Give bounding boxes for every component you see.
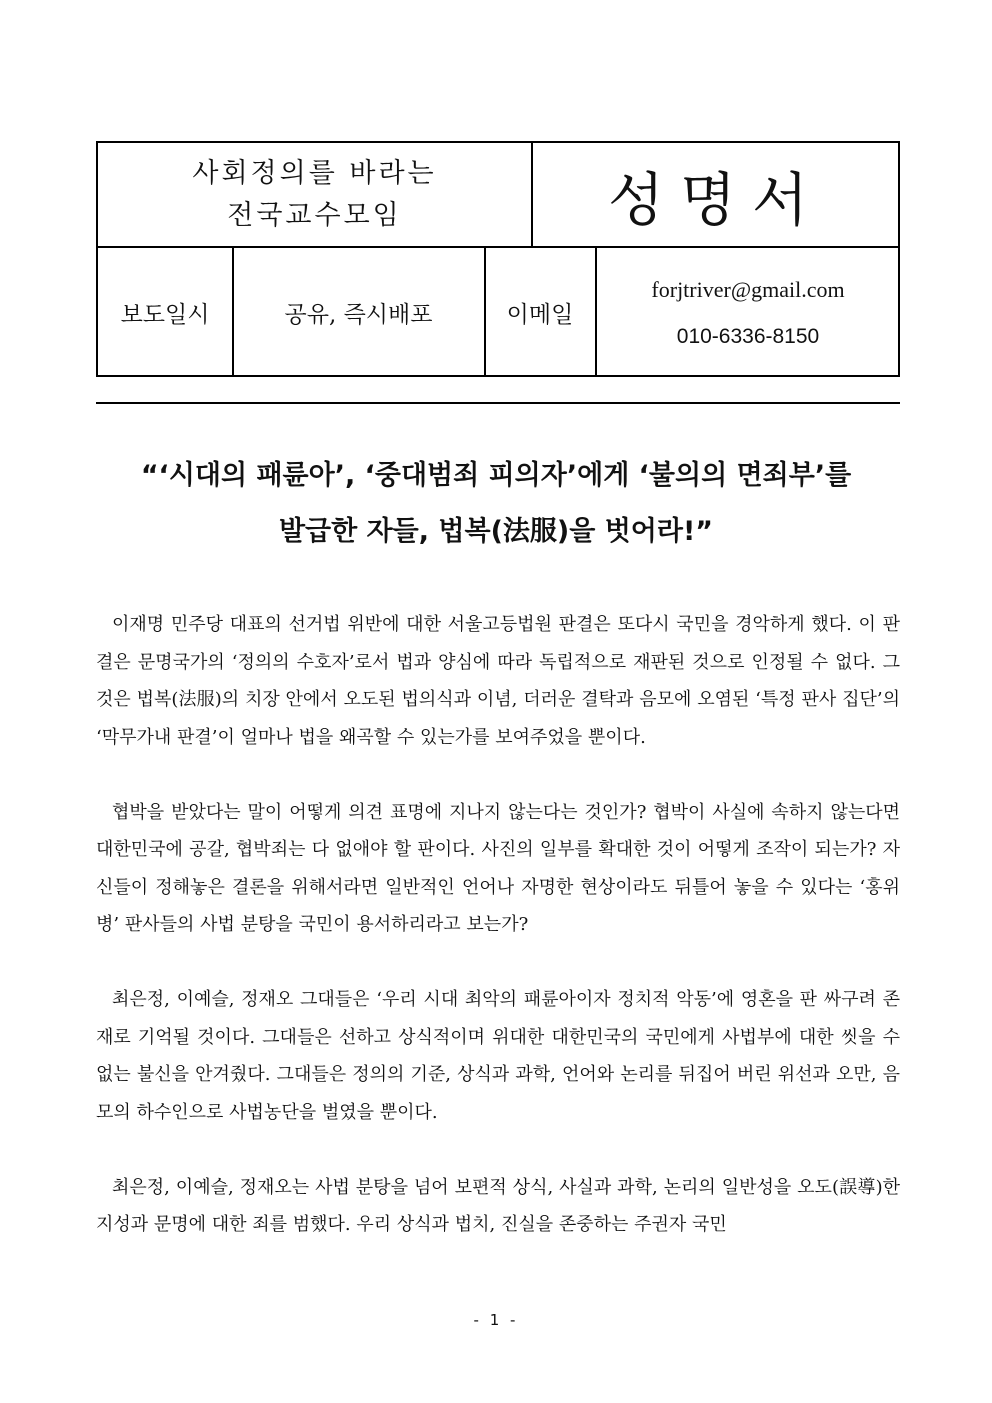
organization-line-2: 전국교수모임 <box>227 200 402 231</box>
paragraph: 최은정, 이예슬, 정재오는 사법 분탕을 넘어 보편적 상식, 사실과 과학, 논리의 일반성을 오도(誤導)한 지성과 문명에 대한 죄를 범했다. 우리 상식과 법치, 진실을 존중하는 주권자 국민 <box>96 1176 900 1235</box>
paragraph: 최은정, 이예슬, 정재오 그대들은 ‘우리 시대 최악의 패륜아이자 정치적 악동’에 영혼을 판 싸구려 존재로 기억될 것이다. 그대들은 선하고 상식적이며 위대한 대한민국의 국민에게 사법부에 대한 씻을 수 없는 불신을 안겨줬다. 그대들은 정의의 기준, 상식과 과학, 언어와 논리를 뒤집어 버린 위선과 오만, 음모의 하수인으로 사법농단을 벌였을 뿐이다. <box>96 989 900 1123</box>
paragraph: 이재명 민주당 대표의 선거법 위반에 대한 서울고등법원 판결은 또다시 국민을 경악하게 했다. 이 판결은 문명국가의 ‘정의의 수호자’로서 법과 양심에 따라 독립적으로 재판된 것으로 인정될 수 없다. 그것은 법복(法服)의 치장 안에서 오도된 법의식과 이념, 더러운 결탁과 음모에 오염된 ‘특정 판사 집단’의 ‘막무가내 판결’이 얼마나 법을 왜곡할 수 있는가를 보여주었을 뿐이다. <box>96 614 900 748</box>
organization-name <box>98 143 531 247</box>
contact-info <box>596 248 900 377</box>
release-value: 공유, 즉시배포 <box>284 302 433 328</box>
headline-line-2: 발급한 자들, 법복(法服)을 벗어라!” <box>278 516 714 547</box>
horizontal-rule <box>96 402 900 404</box>
document-title: 성명서 <box>607 166 825 234</box>
release-label: 보도일시 <box>120 302 210 328</box>
email-label: 이메일 <box>506 302 574 328</box>
headline <box>60 448 932 560</box>
header-table <box>96 141 900 377</box>
body-text <box>96 606 900 1281</box>
paragraph: 협박을 받았다는 말이 어떻게 의견 표명에 지나지 않는다는 것인가? 협박이 사실에 속하지 않는다면 대한민국에 공갈, 협박죄는 다 없애야 할 판이다. 사진의 일부를 확대한 것이 어떻게 조작이 되는가? 자신들이 정해놓은 결론을 위해서라면 일반적인 언어나 자명한 현상이라도 뒤틀어 놓을 수 있다는 ‘홍위병’ 판사들의 사법 분탕을 국민이 용서하리라고 보는가? <box>96 801 900 935</box>
page-number: - 1 - <box>473 1311 519 1329</box>
divider <box>531 143 533 247</box>
organization-line-1: 사회정의를 바라는 <box>192 158 437 189</box>
email-address: forjtriver@gmail.com <box>651 276 845 302</box>
headline-line-1: “‘시대의 패륜아’, ‘중대범죄 피의자’에게 ‘불의의 면죄부’를 <box>140 460 852 491</box>
phone-number: 010-6336-8150 <box>676 324 820 348</box>
